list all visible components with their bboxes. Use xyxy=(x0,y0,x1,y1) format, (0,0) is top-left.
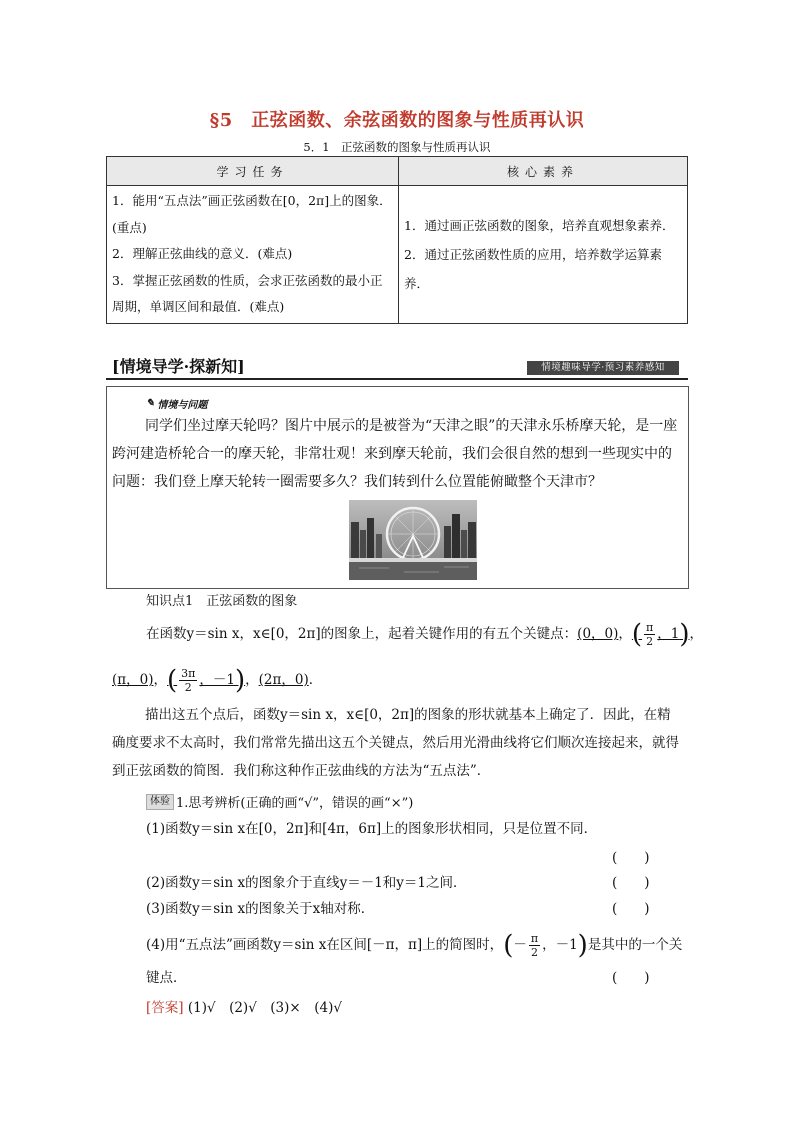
key-point-1: (0，0) xyxy=(577,626,619,642)
answer-label: [答案] xyxy=(146,1000,184,1016)
objectives-table xyxy=(106,156,688,324)
table-header-tasks: 学习任务 xyxy=(107,157,399,186)
question-4-line-2: 键点． xyxy=(146,970,187,986)
question-4: (4)用“五点法”画函数y＝sin x在区间[－π，π]上的简图时，(－ $\frac{\pi}{2}$ ，－1)是其中的一个关 xyxy=(146,930,683,961)
page-title: §5 正弦函数、余弦函数的图象与性质再认识 xyxy=(209,110,585,131)
section-tag: 情境趣味导学·预习素养感知 xyxy=(527,361,679,375)
section-divider xyxy=(106,378,688,380)
section-heading: [情境导学·探新知] xyxy=(112,357,245,376)
answer-blank-1: ( ) xyxy=(612,850,650,866)
task-item: 1．能用“五点法”画正弦函数在[0，2π]上的图象．(重点) xyxy=(112,193,392,235)
knowledge-point-title: 知识点1 正弦函数的图象 xyxy=(146,594,298,609)
exercise-badge: 体验 xyxy=(146,794,174,810)
question-1: (1)函数y＝sin x在[0，2π]和[4π，6π]上的图象形状相同，只是位置不同． xyxy=(146,821,598,837)
table-header-literacy: 核心素养 xyxy=(399,157,688,186)
key-point-3: (π，0) xyxy=(112,672,154,688)
key-points-line: 在函数y＝sin x，x∈[0，2π]的图象上，起着关键作用的有五个关键点：(0，0)，( $\frac{\pi}{2}$ ，1)， xyxy=(146,619,704,650)
question-2: (2)函数y＝sin x的图象介于直线y＝－1和y＝1之间． xyxy=(146,875,467,891)
task-item: 3．掌握正弦函数的性质，会求正弦函数的最小正周期，单调区间和最值．(难点) xyxy=(112,272,383,314)
answer-line xyxy=(146,996,342,1016)
question-3: (3)函数y＝sin x的图象关于x轴对称． xyxy=(146,901,375,917)
tasks-cell xyxy=(107,186,399,324)
scenario-text: 同学们坐过摩天轮吗？图片中展示的是被誉为“天津之眼”的天津永乐桥摩天轮，是一座跨河建造桥轮合一的摩天轮，非常壮观！来到摩天轮前，我们会很自然的想到一些现实中的问题：我们登上摩天轮转一圈需要多久？我们转到什么位置能俯瞰整个天津市？ xyxy=(112,418,678,490)
key-point-4: ( $\frac{3\pi}{2}$ ，－1) xyxy=(167,665,246,696)
key-point-5: (2π，0) xyxy=(258,672,309,688)
answer-blank-4: ( ) xyxy=(612,970,650,986)
scenario-label: ✎ 情境与问题 xyxy=(146,398,208,411)
literacy-item: 2．通过正弦函数性质的应用，培养数学运算素养． xyxy=(404,246,662,291)
page-subtitle: 5．1 正弦函数的图象与性质再认识 xyxy=(303,140,491,154)
answer-values: (1)√ (2)√ (3)× (4)√ xyxy=(187,1000,342,1016)
key-point-2: ( $\frac{\pi}{2}$ ，1) xyxy=(631,619,690,650)
key-points-line-2: (π，0)，( $\frac{3\pi}{2}$ ，－1)，(2π，0)． xyxy=(112,665,323,696)
ferris-wheel-photo xyxy=(349,500,477,580)
literacy-item: 1．通过画正弦函数的图象，培养直观想象素养． xyxy=(404,217,675,233)
answer-blank-3: ( ) xyxy=(612,901,650,917)
pencil-icon: ✎ xyxy=(146,398,155,409)
five-point-method-text: 描出这五个点后，函数y＝sin x，x∈[0，2π]的图象的形状就基本上确定了．因此，在精确度要求不太高时，我们常常先描出这五个关键点，然后用光滑曲线将它们顺次连接起来，就得到正弦函数的简图．我们称这种作正弦曲线的方法为“五点法”． xyxy=(112,707,679,779)
literacy-cell xyxy=(399,186,688,324)
answer-blank-2: ( ) xyxy=(612,875,650,891)
task-item: 2．理解正弦曲线的意义．(难点) xyxy=(112,246,293,261)
exercise-heading: 体验 1.思考辨析(正确的画“√”，错误的画“×”) xyxy=(146,792,413,811)
